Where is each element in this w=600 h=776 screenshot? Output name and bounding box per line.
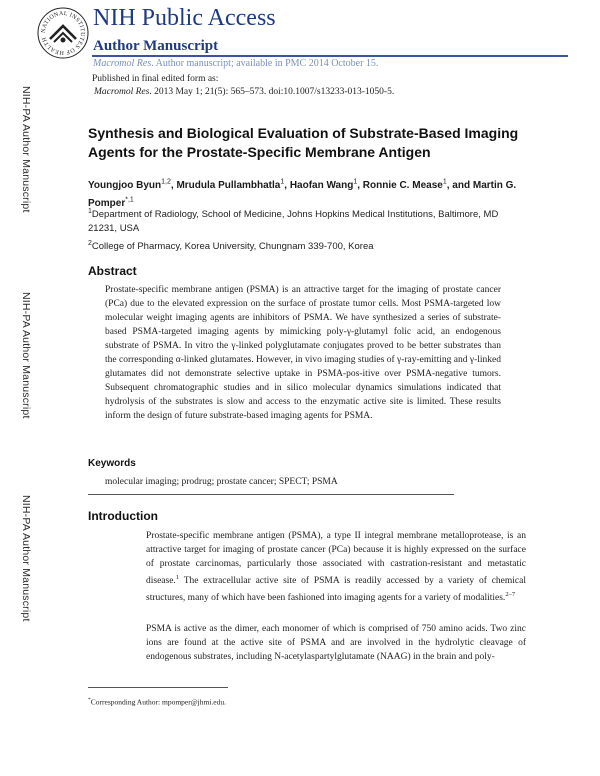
header-divider — [92, 55, 568, 57]
nih-logo-icon — [36, 6, 90, 60]
author: Youngjoo Byun$^{1,2}$, — [88, 179, 177, 192]
footnote-divider — [88, 687, 228, 688]
abstract-heading: Abstract — [88, 264, 137, 278]
side-label-bottom: NIH-PA Author Manuscript — [20, 495, 32, 622]
article-title: Synthesis and Biological Evaluation of Substrate-Based Imaging Agents for the Prostate-Specific Membrane Antigen — [88, 125, 519, 160]
side-label-middle: NIH-PA Author Manuscript — [20, 292, 32, 419]
introduction-heading: Introduction — [88, 509, 158, 523]
side-label-top: NIH-PA Author Manuscript — [20, 86, 32, 213]
availability-note: Macromol Res. Author manuscript; available in PMC 2014 October 15. — [93, 58, 379, 69]
nih-public-access-title: NIH Public Access — [93, 5, 276, 31]
keywords-divider — [88, 494, 454, 495]
author: Mrudula Pullambhatla$^1$, — [176, 179, 290, 192]
author: Ronnie C. Mease$^1$, and — [362, 179, 473, 192]
svg-text:NATIONAL INSTITUTES OF HEALTH: NATIONAL INSTITUTES OF HEALTH — [40, 10, 86, 56]
author: Martin G. Pomper$^{*,1}$ — [88, 180, 517, 209]
keywords-heading: Keywords — [88, 458, 136, 469]
intro-paragraph-2: PSMA is active as the dimer, each monomer of which is comprised of 750 amino acids. Two zinc ions are found at the active site of PSMA and are involved in the hydrolytic cleavage of endogenous substrates, including N-acetylaspartylglutamate (NAAG) in the brain and poly- — [146, 624, 526, 662]
intro-paragraph-1: Prostate-specific membrane antigen (PSMA), a type II integral membrane metalloprotease, is an attractive target for imaging of prostate cancer (PCa) because it is highly expressed on the surface of prostate carcinomas, particularly those associated with castration-resistant and metastatic disease.$^1$ The extracellular active site of PSMA is readily accessed by a variety of chemical structures, many of which have been fashioned into imaging agents for a variety of modalities.$^{2-7}$ — [146, 531, 526, 604]
abstract-text: Prostate-specific membrane antigen (PSMA) is an attractive target for the imaging of prostate cancer (PCa) due to the elevated expression on the surface of prostate tumor cells. Most PSMA-targeted low molecular weight imaging agents are inhibitors of PSMA. We have synthesized a series of substrate-based PSMA-targeted imaging agents by mimicking poly-γ-glutamyl folic acid, an endogenous substrate of PSMA. In vitro the γ-linked polyglutamate conjugates proved to be better substrates than the corresponding α-linked glutamates. However, in vivo imaging studies of γ-ray-emitting and γ-linked glutamates did not demonstrate selective uptake in PSMA-pos-itive over PSMA-negative tumors. Subsequent chromatographic studies and in silico molecular dynamics simulations indicated that hydrolysis of the substrates is slow and access to the enzymatic active site is limited. These results inform the design of future substrate-based imaging agents for PSMA. — [105, 285, 501, 421]
keywords-list: molecular imaging; prodrug; prostate cancer; SPECT; PSMA — [105, 477, 338, 487]
affiliation: $^1$Department of Radiology, School of Medicine, Johns Hopkins Medical Institutions, Baltimore, MD 21231, USA — [88, 208, 499, 235]
publication-info: Published in final edited form as: Macromol Res. 2013 May 1; 21(5): 565–573. doi:10.1007/s13233-013-1050-5. — [92, 74, 395, 97]
affiliation: $^2$College of Pharmacy, Korea University, Chungnam 339-700, Korea — [88, 240, 374, 253]
author: Haofan Wang$^1$, — [289, 179, 363, 192]
author-manuscript-label: Author Manuscript — [93, 38, 219, 54]
corresponding-author-footnote: *Corresponding Author: mpomper@jhmi.edu. — [88, 697, 226, 707]
